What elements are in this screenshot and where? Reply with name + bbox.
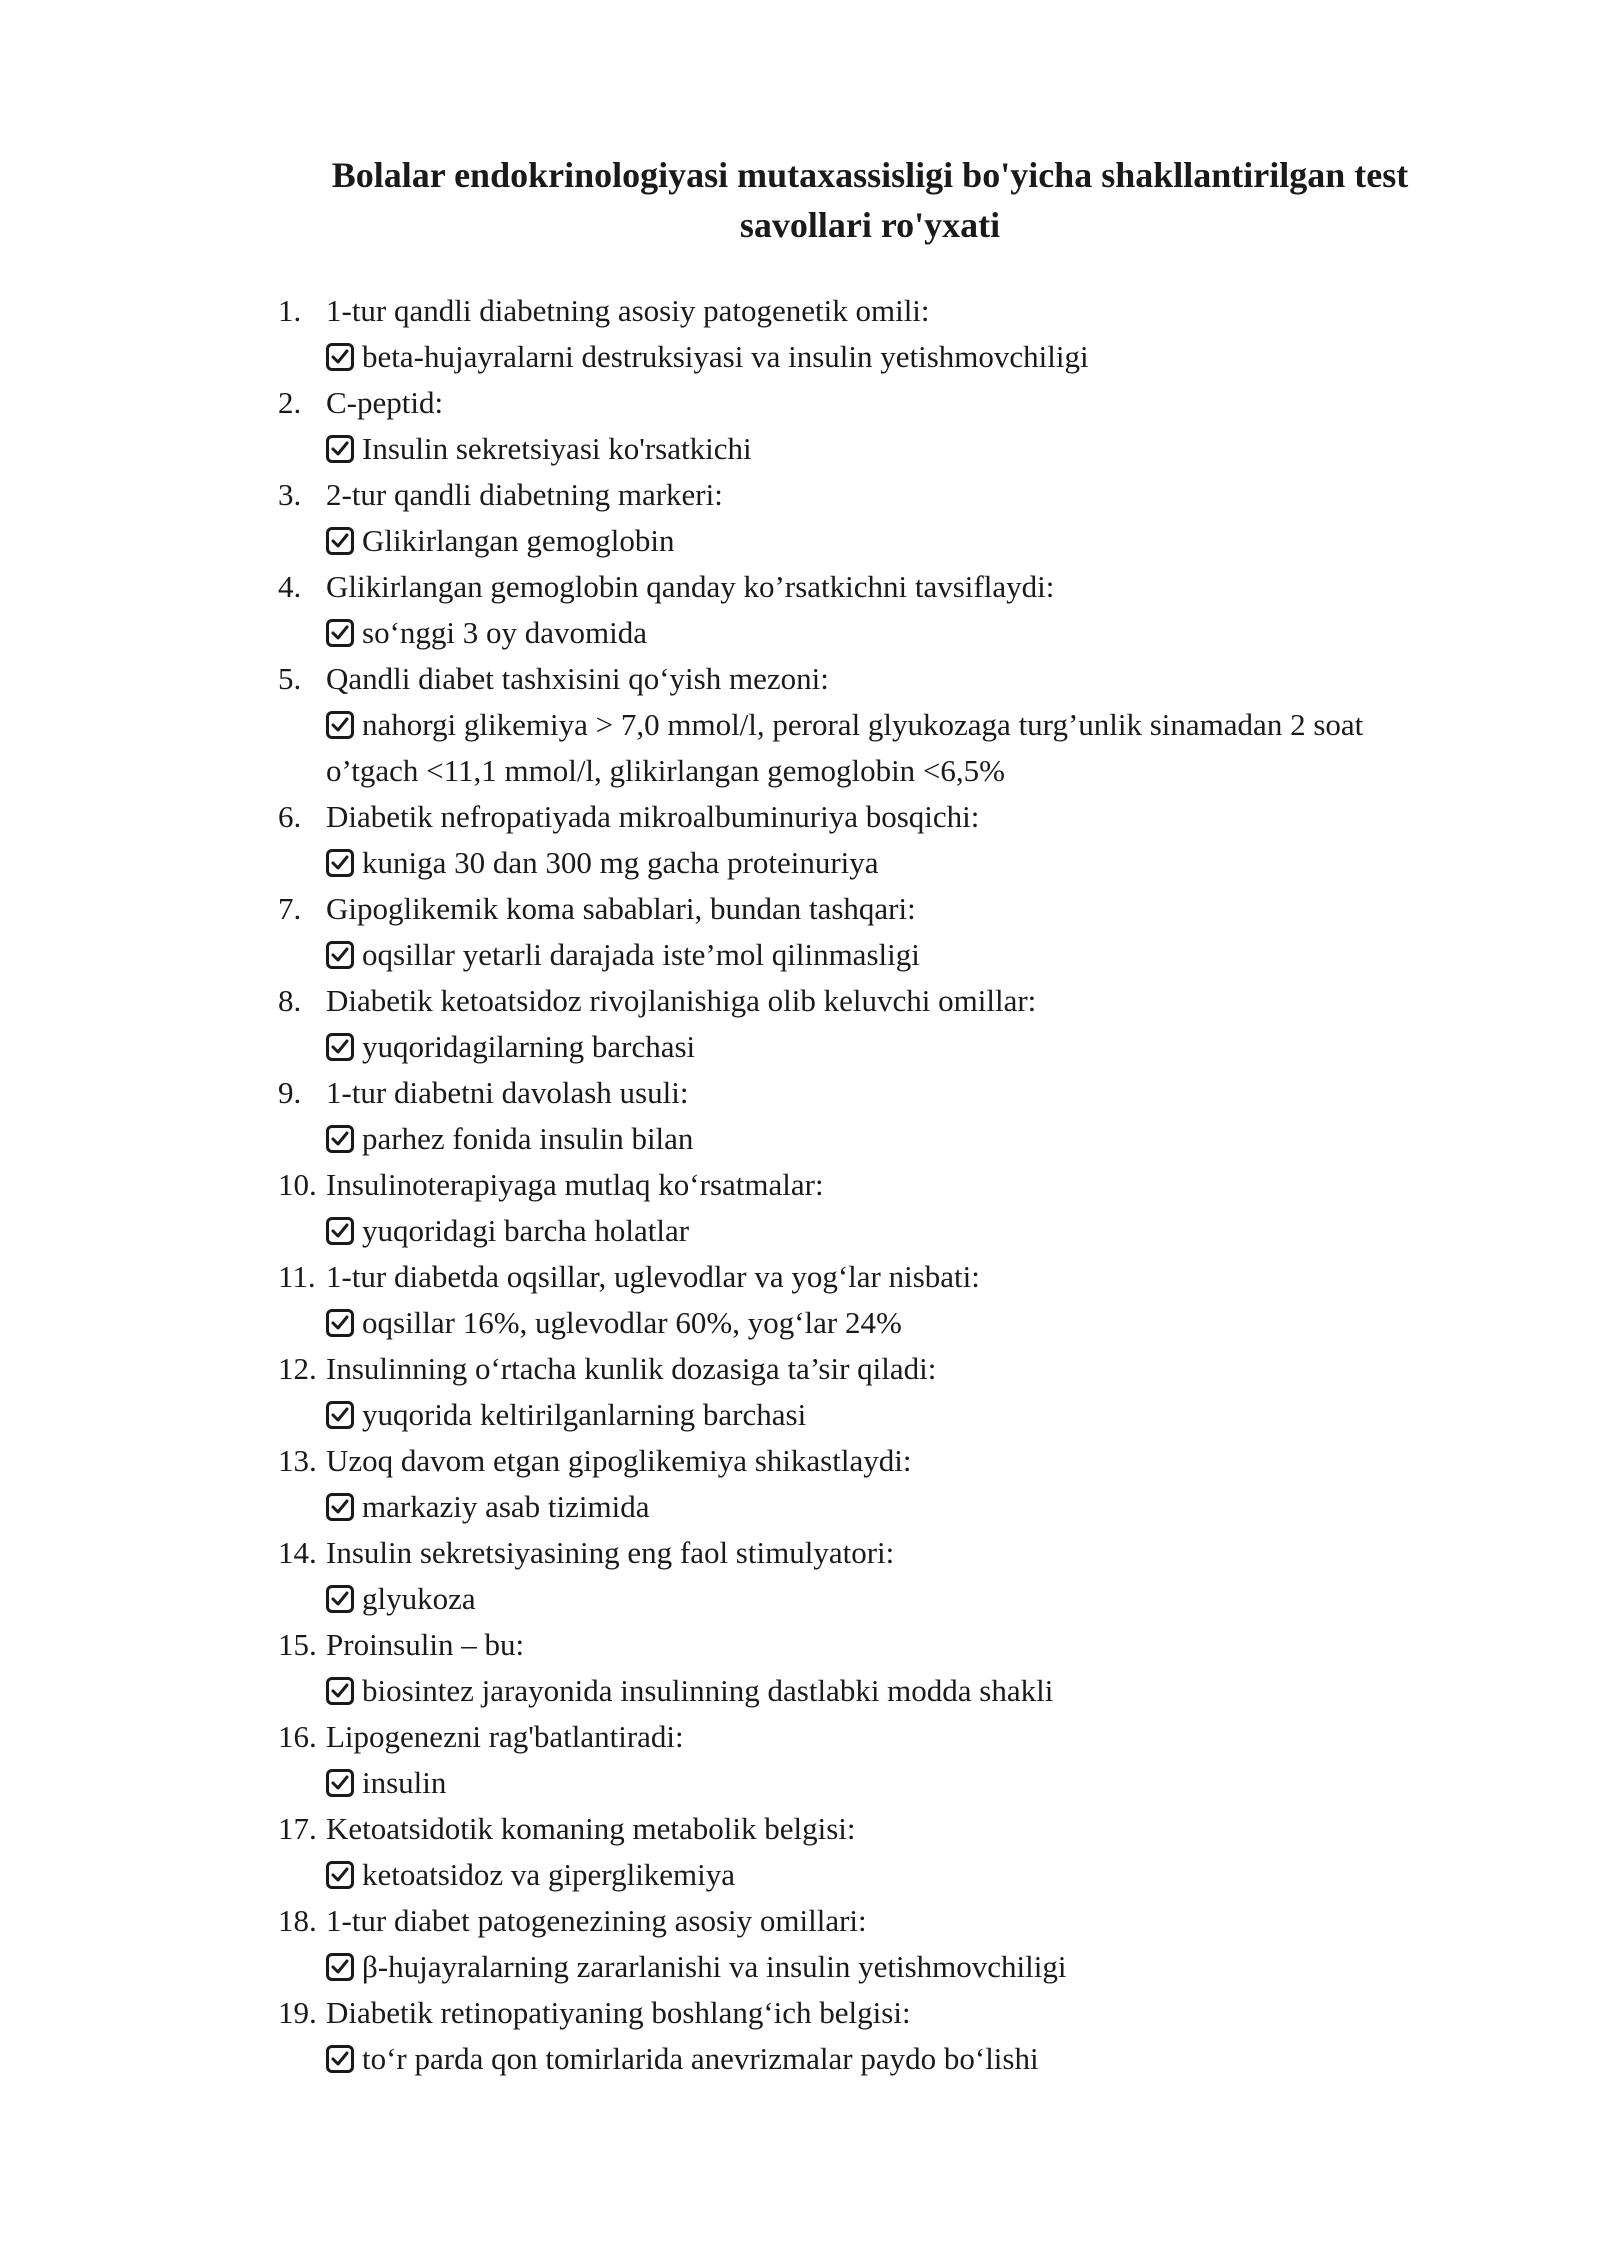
answer-text: yuqorida keltirilganlarning barchasi — [362, 1397, 807, 1432]
checkbox-checked-icon — [326, 1401, 354, 1429]
question-item — [0, 1254, 1600, 1346]
answer-text: yuqoridagilarning barchasi — [362, 1029, 696, 1064]
answer-text: oqsillar 16%, uglevodlar 60%, yog‘lar 24% — [362, 1305, 902, 1340]
question-row: 7. Gipoglikemik koma sabablari, bundan tashqari: — [0, 886, 1600, 932]
question-item — [0, 380, 1600, 472]
answer-row — [0, 1208, 1600, 1254]
answer-row — [0, 702, 1600, 794]
question-list — [0, 288, 1600, 2082]
title-line-1: Bolalar endokrinologiyasi mutaxassisligi bo'yicha shakllantirilgan test — [331, 155, 1409, 195]
question-item — [0, 288, 1600, 380]
checkbox-checked-icon — [326, 343, 354, 371]
question-row: 1. 1-tur qandli diabetning asosiy patogenetik omili: — [0, 288, 1600, 334]
checkbox-checked-icon — [326, 941, 354, 969]
question-row: 4. Glikirlangan gemoglobin qanday ko’rsatkichni tavsiflaydi: — [0, 564, 1600, 610]
answer-row — [0, 426, 1600, 472]
checkbox-checked-icon — [326, 1217, 354, 1245]
question-item — [0, 1714, 1600, 1806]
answer-text: β-hujayralarning zararlanishi va insulin yetishmovchiligi — [362, 1949, 1067, 1984]
question-item — [0, 1990, 1600, 2082]
checkbox-checked-icon — [326, 711, 354, 739]
answer-text: parhez fonida insulin bilan — [362, 1121, 694, 1156]
answer-text: kuniga 30 dan 300 mg gacha proteinuriya — [362, 845, 879, 880]
question-row: 12. Insulinning o‘rtacha kunlik dozasiga ta’sir qiladi: — [0, 1346, 1600, 1392]
question-text: 1-tur diabetni davolash usuli: — [326, 1075, 689, 1110]
answer-row — [0, 1944, 1600, 1990]
answer-row — [0, 1024, 1600, 1070]
answer-text: so‘nggi 3 oy davomida — [362, 615, 647, 650]
question-row: 11. 1-tur diabetda oqsillar, uglevodlar va yog‘lar nisbati: — [0, 1254, 1600, 1300]
question-row: 13. Uzoq davom etgan gipoglikemiya shikastlaydi: — [0, 1438, 1600, 1484]
question-row: 3. 2-tur qandli diabetning markeri: — [0, 472, 1600, 518]
answer-text: Glikirlangan gemoglobin — [362, 523, 675, 558]
answer-text: beta-hujayralarni destruksiyasi va insulin yetishmovchiligi — [362, 339, 1089, 374]
question-item — [0, 1162, 1600, 1254]
question-text: Ketoatsidotik komaning metabolik belgisi: — [326, 1811, 856, 1846]
answer-row — [0, 334, 1600, 380]
question-text: 1-tur diabet patogenezining asosiy omillari: — [326, 1903, 867, 1938]
question-text: Glikirlangan gemoglobin qanday ko’rsatkichni tavsiflaydi: — [326, 569, 1055, 604]
answer-row — [0, 932, 1600, 978]
answer-text: biosintez jarayonida insulinning dastlabki modda shakli — [362, 1673, 1054, 1708]
question-row: 19. Diabetik retinopatiyaning boshlang‘ich belgisi: — [0, 1990, 1600, 2036]
checkbox-checked-icon — [326, 1493, 354, 1521]
question-item — [0, 1530, 1600, 1622]
question-text: Insulinoterapiyaga mutlaq ko‘rsatmalar: — [326, 1167, 824, 1202]
answer-text: to‘r parda qon tomirlarida anevrizmalar paydo bo‘lishi — [362, 2041, 1039, 2076]
checkbox-checked-icon — [326, 1585, 354, 1613]
question-row: 16. Lipogenezni rag'batlantiradi: — [0, 1714, 1600, 1760]
question-item — [0, 978, 1600, 1070]
question-row: 9. 1-tur diabetni davolash usuli: — [0, 1070, 1600, 1116]
question-item — [0, 1806, 1600, 1898]
checkbox-checked-icon — [326, 1677, 354, 1705]
question-text: Uzoq davom etgan gipoglikemiya shikastlaydi: — [326, 1443, 912, 1478]
title-line-2: savollari ro'yxati — [739, 205, 1001, 245]
checkbox-checked-icon — [326, 435, 354, 463]
answer-text: nahorgi glikemiya > 7,0 mmol/l, peroral glyukozaga turg’unlik sinamadan 2 soat o’tgach <11,1 mmol/l, glikirlangan gemoglobin <6,5% — [326, 707, 1364, 788]
question-text: 1-tur qandli diabetning asosiy patogenetik omili: — [326, 293, 930, 328]
answer-row — [0, 840, 1600, 886]
checkbox-checked-icon — [326, 1861, 354, 1889]
checkbox-checked-icon — [326, 2045, 354, 2073]
answer-row — [0, 1392, 1600, 1438]
checkbox-checked-icon — [326, 1033, 354, 1061]
question-text: Gipoglikemik koma sabablari, bundan tashqari: — [326, 891, 916, 926]
answer-text: insulin — [362, 1765, 447, 1800]
answer-text: Insulin sekretsiyasi ko'rsatkichi — [362, 431, 752, 466]
question-row: 6. Diabetik nefropatiyada mikroalbuminuriya bosqichi: — [0, 794, 1600, 840]
question-item — [0, 472, 1600, 564]
answer-row — [0, 1668, 1600, 1714]
checkbox-checked-icon — [326, 619, 354, 647]
question-text: Insulinning o‘rtacha kunlik dozasiga ta’sir qiladi: — [326, 1351, 937, 1386]
answer-row — [0, 1852, 1600, 1898]
question-text: Qandli diabet tashxisini qo‘yish mezoni: — [326, 661, 829, 696]
checkbox-checked-icon — [326, 1309, 354, 1337]
question-text: Diabetik retinopatiyaning boshlang‘ich belgisi: — [326, 1995, 911, 2030]
checkbox-checked-icon — [326, 849, 354, 877]
checkbox-checked-icon — [326, 1769, 354, 1797]
answer-text: yuqoridagi barcha holatlar — [362, 1213, 690, 1248]
checkbox-checked-icon — [326, 1953, 354, 1981]
answer-row — [0, 2036, 1600, 2082]
answer-text: oqsillar yetarli darajada iste’mol qilinmasligi — [362, 937, 920, 972]
question-text: Proinsulin – bu: — [326, 1627, 525, 1662]
question-item — [0, 886, 1600, 978]
answer-row — [0, 1116, 1600, 1162]
question-text: C-peptid: — [326, 385, 444, 420]
answer-row — [0, 1484, 1600, 1530]
answer-row — [0, 610, 1600, 656]
question-row: 8. Diabetik ketoatsidoz rivojlanishiga olib keluvchi omillar: — [0, 978, 1600, 1024]
question-item — [0, 1070, 1600, 1162]
question-text: Diabetik ketoatsidoz rivojlanishiga olib keluvchi omillar: — [326, 983, 1037, 1018]
question-text: 2-tur qandli diabetning markeri: — [326, 477, 723, 512]
answer-row — [0, 1576, 1600, 1622]
question-item — [0, 1346, 1600, 1438]
question-row: 10. Insulinoterapiyaga mutlaq ko‘rsatmalar: — [0, 1162, 1600, 1208]
answer-text: markaziy asab tizimida — [362, 1489, 650, 1524]
document-title — [270, 150, 1470, 250]
question-text: 1-tur diabetda oqsillar, uglevodlar va yog‘lar nisbati: — [326, 1259, 980, 1294]
answer-row — [0, 1760, 1600, 1806]
checkbox-checked-icon — [326, 527, 354, 555]
question-row: 14. Insulin sekretsiyasining eng faol stimulyatori: — [0, 1530, 1600, 1576]
question-item — [0, 1438, 1600, 1530]
question-item — [0, 656, 1600, 794]
question-item — [0, 794, 1600, 886]
question-item — [0, 1622, 1600, 1714]
question-row: 5. Qandli diabet tashxisini qo‘yish mezoni: — [0, 656, 1600, 702]
answer-text: ketoatsidoz va giperglikemiya — [362, 1857, 736, 1892]
checkbox-checked-icon — [326, 1125, 354, 1153]
answer-text: glyukoza — [362, 1581, 476, 1616]
question-row: 17. Ketoatsidotik komaning metabolik belgisi: — [0, 1806, 1600, 1852]
question-text: Insulin sekretsiyasining eng faol stimulyatori: — [326, 1535, 895, 1570]
question-item — [0, 1898, 1600, 1990]
question-row: 18. 1-tur diabet patogenezining asosiy omillari: — [0, 1898, 1600, 1944]
question-row: 2. C-peptid: — [0, 380, 1600, 426]
answer-row — [0, 1300, 1600, 1346]
question-text: Diabetik nefropatiyada mikroalbuminuriya bosqichi: — [326, 799, 980, 834]
answer-row — [0, 518, 1600, 564]
question-text: Lipogenezni rag'batlantiradi: — [326, 1719, 684, 1754]
question-row: 15. Proinsulin – bu: — [0, 1622, 1600, 1668]
question-item — [0, 564, 1600, 656]
